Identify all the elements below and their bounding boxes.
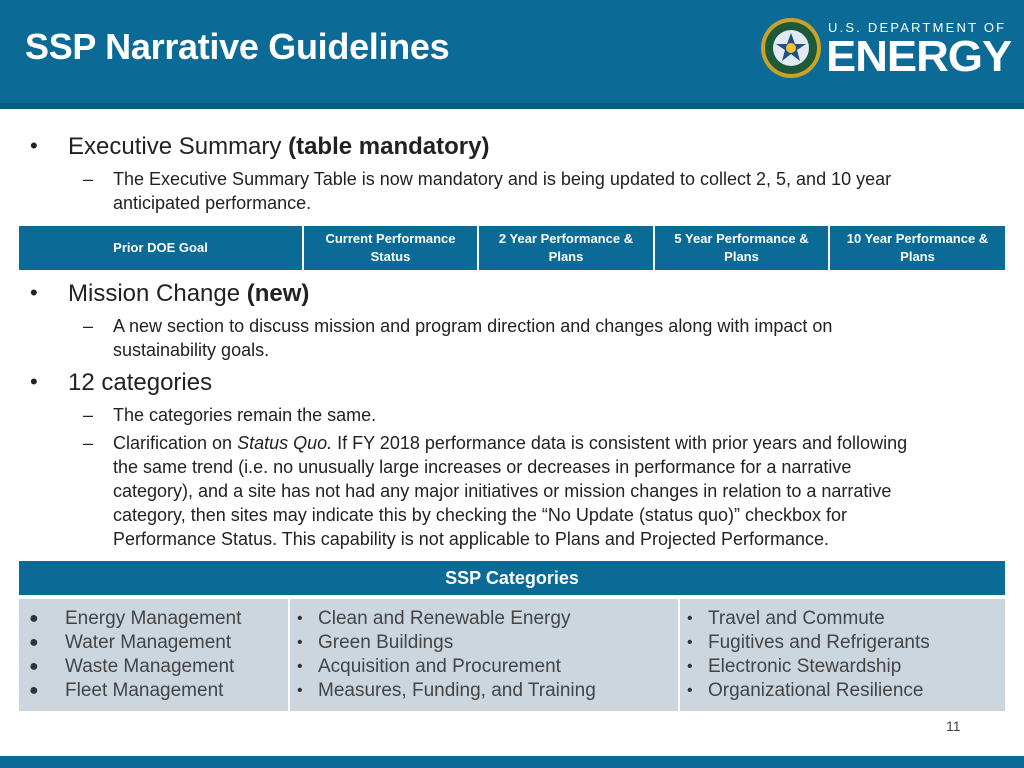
sub-bullet-exec: – The Executive Summary Table is now mandatory and is being updated to collect 2, 5, and 10 year anticipated performance. [83,169,892,213]
sub-bullet-mission: – A new section to discuss mission and program direction and changes along with impact on sustainability goals. [83,316,833,360]
logo-energy-text: ENERGY [826,32,1012,81]
list-item: ● Energy Management [29,608,242,629]
sub-bullet-categories-same: – The categories remain the same. [83,405,377,425]
category-column-2 [290,599,680,711]
list-item: • Acquisition and Procurement [297,656,561,677]
slide-title: SSP Narrative Guidelines [25,26,450,67]
ssp-categories-table [19,561,1005,711]
bullet-mission-change: • Mission Change (new) [30,280,310,307]
table-header-cell: Prior DOE Goal [19,226,304,270]
list-item: ● Waste Management [29,656,235,677]
table-header-cell: Current Performance Status [304,226,479,270]
list-item: ● Fleet Management [29,680,224,701]
category-column-3 [680,599,1005,711]
table-header-cell: 5 Year Performance & Plans [655,226,830,270]
page-number: 11 [946,718,961,734]
list-item: • Measures, Funding, and Training [297,680,596,701]
list-item: • Travel and Commute [687,608,885,629]
bullet-icon: • [30,280,38,305]
table-header-cell: 2 Year Performance & Plans [479,226,655,270]
header-stripe [0,103,1024,109]
list-item: • Electronic Stewardship [687,656,902,677]
doe-seal-icon [760,17,822,79]
bullet-icon: • [30,369,38,394]
executive-summary-table [19,226,1005,270]
list-item: • Organizational Resilience [687,680,924,701]
category-column-1 [19,599,290,711]
list-item: ● Water Management [29,632,232,653]
bullet-12-categories: • 12 categories [30,369,213,396]
bullet-icon: • [30,133,38,158]
logo-department-text: U.S. DEPARTMENT OF [828,20,1007,35]
bullet-executive-summary: • Executive Summary (table mandatory) [30,133,490,160]
list-item: • Clean and Renewable Energy [297,608,571,629]
list-item: • Green Buildings [297,632,454,653]
table-header-cell: 10 Year Performance & Plans [830,226,1005,270]
slide-footer-bar [0,756,1024,768]
sub-bullet-status-quo: – Clarification on Status Quo. If FY 2018 performance data is consistent with prior years and following the same trend (i.e. no unusually large increases or decreases in performance for a narrative category), and a site has not had any major initiatives or mission changes in relation to a narrative category, then sites may indicate this by checking the “No Update (status quo)” checkbox for Performance Status. This capability is not applicable to Plans and Projected Performance. [83,433,908,549]
list-item: • Fugitives and Refrigerants [687,632,930,653]
ssp-categories-heading: SSP Categories [19,561,1005,595]
